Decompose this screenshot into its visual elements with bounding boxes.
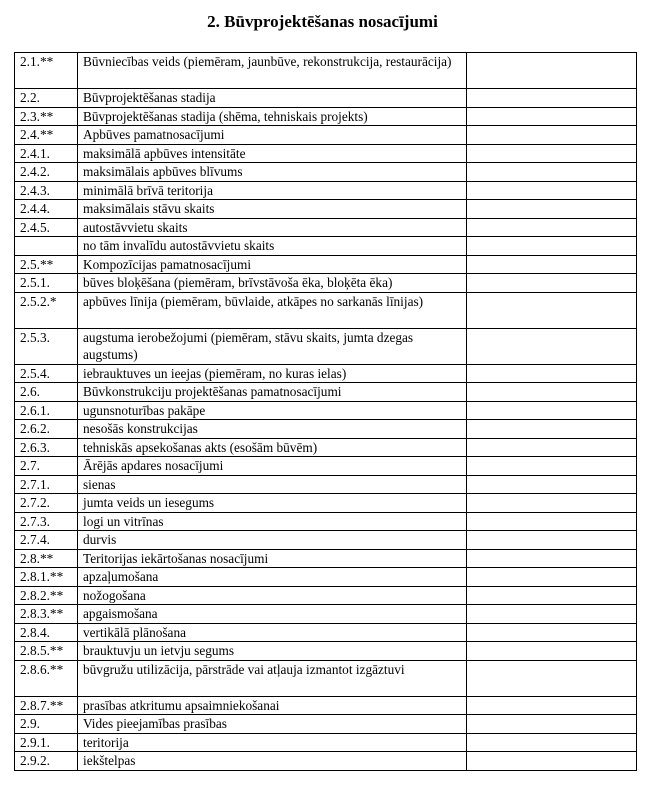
table-row xyxy=(15,126,637,145)
table-row xyxy=(15,328,637,364)
row-value-cell xyxy=(467,401,637,420)
table-row xyxy=(15,163,637,182)
row-number: 2.8.** xyxy=(15,549,78,568)
row-description: prasības atkritumu apsaimniekošanai xyxy=(78,696,467,715)
row-value-cell xyxy=(467,218,637,237)
row-number: 2.6.1. xyxy=(15,401,78,420)
row-number: 2.5.2.* xyxy=(15,292,78,328)
row-number: 2.9.1. xyxy=(15,733,78,752)
row-value-cell xyxy=(467,660,637,696)
row-description: augstuma ierobežojumi (piemēram, stāvu skaits, jumta dzegas augstums) xyxy=(78,328,467,364)
row-number: 2.8.5.** xyxy=(15,642,78,661)
row-description: apbūves līnija (piemēram, būvlaide, atkāpes no sarkanās līnijas) xyxy=(78,292,467,328)
row-value-cell xyxy=(467,457,637,476)
table-row xyxy=(15,438,637,457)
row-value-cell xyxy=(467,586,637,605)
row-value-cell xyxy=(467,144,637,163)
row-number: 2.6.3. xyxy=(15,438,78,457)
row-description: jumta veids un iesegums xyxy=(78,494,467,513)
row-description: autostāvvietu skaits xyxy=(78,218,467,237)
row-number: 2.4.2. xyxy=(15,163,78,182)
row-value-cell xyxy=(467,200,637,219)
row-number: 2.3.** xyxy=(15,107,78,126)
table-row xyxy=(15,494,637,513)
row-description: Ārējās apdares nosacījumi xyxy=(78,457,467,476)
row-value-cell xyxy=(467,512,637,531)
row-value-cell xyxy=(467,181,637,200)
row-number: 2.7. xyxy=(15,457,78,476)
table-row xyxy=(15,568,637,587)
row-value-cell xyxy=(467,715,637,734)
row-value-cell xyxy=(467,163,637,182)
row-number: 2.8.2.** xyxy=(15,586,78,605)
row-number: 2.4.3. xyxy=(15,181,78,200)
row-number: 2.5.3. xyxy=(15,328,78,364)
table-row xyxy=(15,420,637,439)
row-value-cell xyxy=(467,237,637,256)
row-number: 2.5.** xyxy=(15,255,78,274)
row-number: 2.2. xyxy=(15,89,78,108)
table-row xyxy=(15,181,637,200)
table-row xyxy=(15,623,637,642)
row-value-cell xyxy=(467,383,637,402)
row-number: 2.9. xyxy=(15,715,78,734)
table-row xyxy=(15,752,637,771)
row-description: Vides pieejamības prasības xyxy=(78,715,467,734)
row-value-cell xyxy=(467,696,637,715)
row-value-cell xyxy=(467,274,637,293)
table-row xyxy=(15,200,637,219)
table-row xyxy=(15,586,637,605)
row-description: maksimālais stāvu skaits xyxy=(78,200,467,219)
row-number: 2.8.3.** xyxy=(15,605,78,624)
table-row xyxy=(15,107,637,126)
row-value-cell xyxy=(467,642,637,661)
row-description: apgaismošana xyxy=(78,605,467,624)
row-number: 2.4.4. xyxy=(15,200,78,219)
row-description: brauktuvju un ietvju segums xyxy=(78,642,467,661)
row-description: minimālā brīvā teritorija xyxy=(78,181,467,200)
row-value-cell xyxy=(467,126,637,145)
row-number: 2.9.2. xyxy=(15,752,78,771)
row-description: tehniskās apsekošanas akts (esošām būvēm) xyxy=(78,438,467,457)
row-number: 2.7.2. xyxy=(15,494,78,513)
row-number: 2.8.4. xyxy=(15,623,78,642)
table-row xyxy=(15,144,637,163)
row-number: 2.8.6.** xyxy=(15,660,78,696)
table-row xyxy=(15,53,637,89)
row-description: nesošās konstrukcijas xyxy=(78,420,467,439)
section-title: 2. Būvprojektēšanas nosacījumi xyxy=(207,12,438,31)
table-row xyxy=(15,89,637,108)
row-number: 2.7.3. xyxy=(15,512,78,531)
row-value-cell xyxy=(467,89,637,108)
table-row xyxy=(15,274,637,293)
row-description: iebrauktuves un ieejas (piemēram, no kuras ielas) xyxy=(78,364,467,383)
table-row xyxy=(15,531,637,550)
table-row xyxy=(15,733,637,752)
table-row xyxy=(15,475,637,494)
row-value-cell xyxy=(467,733,637,752)
table-row xyxy=(15,715,637,734)
row-number: 2.5.1. xyxy=(15,274,78,293)
row-description: logi un vitrīnas xyxy=(78,512,467,531)
row-description: no tām invalīdu autostāvvietu skaits xyxy=(78,237,467,256)
table-row xyxy=(15,292,637,328)
table-row xyxy=(15,605,637,624)
table-row xyxy=(15,549,637,568)
row-value-cell xyxy=(467,752,637,771)
row-value-cell xyxy=(467,420,637,439)
row-number: 2.7.1. xyxy=(15,475,78,494)
table-row xyxy=(15,383,637,402)
row-description: maksimālā apbūves intensitāte xyxy=(78,144,467,163)
row-value-cell xyxy=(467,107,637,126)
table-row xyxy=(15,660,637,696)
table-row xyxy=(15,696,637,715)
row-value-cell xyxy=(467,255,637,274)
row-value-cell xyxy=(467,328,637,364)
row-value-cell xyxy=(467,623,637,642)
table-row xyxy=(15,364,637,383)
row-description: nožogošana xyxy=(78,586,467,605)
row-number: 2.6. xyxy=(15,383,78,402)
table-row xyxy=(15,237,637,256)
row-description: Būvprojektēšanas stadija (shēma, tehniskais projekts) xyxy=(78,107,467,126)
row-description: teritorija xyxy=(78,733,467,752)
row-value-cell xyxy=(467,568,637,587)
row-number: 2.1.** xyxy=(15,53,78,89)
row-description: būvgružu utilizācija, pārstrāde vai atļauja izmantot izgāztuvi xyxy=(78,660,467,696)
row-description: Būvprojektēšanas stadija xyxy=(78,89,467,108)
row-value-cell xyxy=(467,494,637,513)
requirements-table xyxy=(14,52,637,771)
row-description: durvis xyxy=(78,531,467,550)
row-value-cell xyxy=(467,605,637,624)
row-description: Būvniecības veids (piemēram, jaunbūve, rekonstrukcija, restaurācija) xyxy=(78,53,467,89)
row-value-cell xyxy=(467,292,637,328)
row-number: 2.5.4. xyxy=(15,364,78,383)
row-number: 2.7.4. xyxy=(15,531,78,550)
row-description: Apbūves pamatnosacījumi xyxy=(78,126,467,145)
row-description: vertikālā plānošana xyxy=(78,623,467,642)
table-row xyxy=(15,512,637,531)
row-number: 2.4.** xyxy=(15,126,78,145)
table-row xyxy=(15,255,637,274)
row-number xyxy=(15,237,78,256)
row-description: maksimālais apbūves blīvums xyxy=(78,163,467,182)
row-number: 2.8.1.** xyxy=(15,568,78,587)
row-value-cell xyxy=(467,549,637,568)
row-value-cell xyxy=(467,53,637,89)
row-description: Kompozīcijas pamatnosacījumi xyxy=(78,255,467,274)
row-value-cell xyxy=(467,475,637,494)
row-number: 2.4.1. xyxy=(15,144,78,163)
row-number: 2.8.7.** xyxy=(15,696,78,715)
row-number: 2.4.5. xyxy=(15,218,78,237)
row-description: Būvkonstrukciju projektēšanas pamatnosacījumi xyxy=(78,383,467,402)
row-description: sienas xyxy=(78,475,467,494)
table-row xyxy=(15,457,637,476)
row-description: ugunsnoturības pakāpe xyxy=(78,401,467,420)
row-value-cell xyxy=(467,364,637,383)
row-value-cell xyxy=(467,531,637,550)
table-row xyxy=(15,218,637,237)
table-row xyxy=(15,401,637,420)
table-row xyxy=(15,642,637,661)
row-description: Teritorijas iekārtošanas nosacījumi xyxy=(78,549,467,568)
requirements-table-body xyxy=(15,53,637,771)
row-number: 2.6.2. xyxy=(15,420,78,439)
row-value-cell xyxy=(467,438,637,457)
row-description: iekštelpas xyxy=(78,752,467,771)
row-description: būves bloķēšana (piemēram, brīvstāvoša ēka, bloķēta ēka) xyxy=(78,274,467,293)
row-description: apzaļumošana xyxy=(78,568,467,587)
